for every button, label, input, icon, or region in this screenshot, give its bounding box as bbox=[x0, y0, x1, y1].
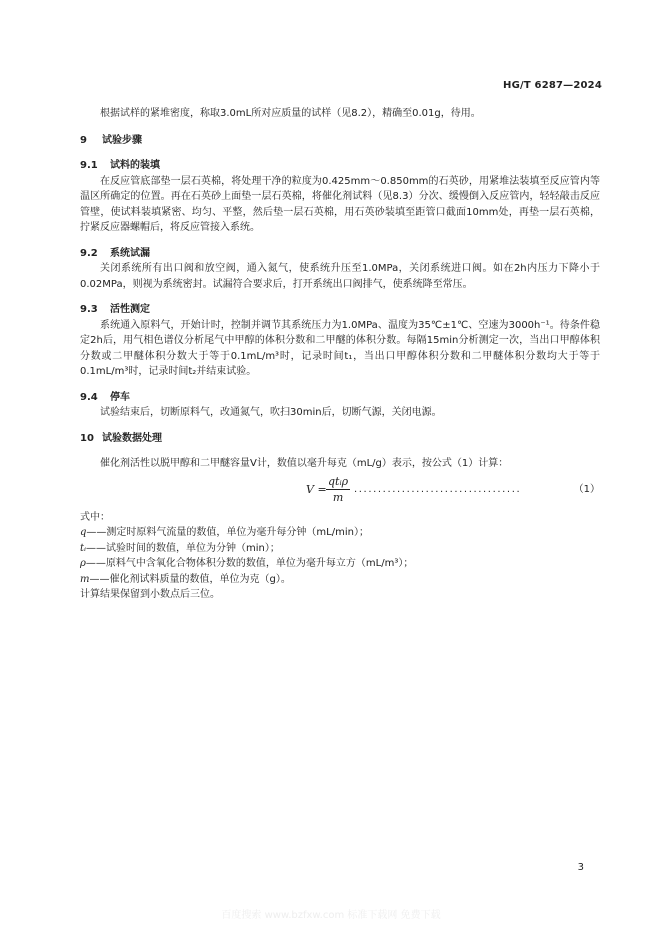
definition-item bbox=[80, 572, 600, 588]
section-9-2-body: 关闭系统所有出口阀和放空阀，通入氮气，使系统升压至1.0MPa，关闭系统进口阀。如在2h内压力下降小于0.02MPa，则视为系统密封。试漏符合要求后，打开系统出口阀排气，使系统降至常压。 bbox=[80, 263, 600, 290]
section-9-heading bbox=[80, 133, 600, 149]
formula-numerator: qtᵢρ bbox=[328, 474, 349, 488]
section-title: 系统试漏 bbox=[110, 247, 150, 259]
intro-paragraph: 根据试样的紧堆密度，称取3.0mL所对应质量的试样（见8.2），精确至0.01g，待用。 bbox=[100, 108, 481, 119]
formula-1 bbox=[80, 474, 600, 510]
formula-leader-dots: ................................... bbox=[354, 483, 522, 495]
section-9-1-heading bbox=[80, 158, 600, 174]
section-title: 试验数据处理 bbox=[102, 432, 162, 444]
definition-text: ——原料气中含氧化合物体积分数的数值，单位为毫升每立方（mL/m³）； bbox=[85, 558, 414, 569]
definition-item bbox=[80, 556, 600, 572]
section-9-3-heading bbox=[80, 302, 600, 318]
definition-symbol: ρ bbox=[80, 558, 86, 569]
section-9-2-heading bbox=[80, 246, 600, 262]
formula-lhs: V = bbox=[306, 482, 327, 496]
definition-symbol: m bbox=[80, 573, 90, 585]
result-note: 计算结果保留到小数点后三位。 bbox=[80, 589, 220, 600]
definition-text: ——试验时间的数值，单位为分钟（min）； bbox=[86, 542, 280, 554]
section-number: 9.3 bbox=[80, 304, 98, 315]
section-title: 停车 bbox=[110, 391, 130, 403]
formula-denominator: m bbox=[332, 490, 344, 504]
section-9-4-heading bbox=[80, 390, 600, 406]
formula-fraction bbox=[326, 474, 350, 505]
section-title: 活性测定 bbox=[110, 304, 150, 315]
definition-item bbox=[80, 525, 600, 541]
definition-text: ——测定时原料气流量的数值，单位为毫升每分钟（mL/min）； bbox=[86, 527, 369, 538]
section-9-4-body: 试验结束后，切断原料气，改通氮气，吹扫30min后，切断气源，关闭电源。 bbox=[100, 407, 442, 418]
section-9-3-body: 系统通入原料气，开始计时，控制并调节其系统压力为1.0MPa、温度为35℃±1℃、空速为3000h⁻¹。待条件稳定2h后，用气相色谱仪分析尾气中甲醇的体积分数和二甲醚的体积分数。每隔15min分析测定一次，当出口甲醇体积分数或二甲醚体积分数大于等于0.1mL/m³时，记录时间t₁，当出口甲醇体积分数和二甲醚体积分数均大于等于0.1mL/m³时，记录时间t₂并结束试验。 bbox=[80, 319, 600, 377]
section-number: 10 bbox=[80, 432, 94, 444]
definition-symbol: tᵢ bbox=[80, 542, 87, 554]
section-title: 试料的装填 bbox=[110, 160, 160, 171]
page-number: 3 bbox=[577, 862, 584, 873]
section-title: 试验步骤 bbox=[102, 134, 142, 146]
formula-number: （1） bbox=[573, 483, 600, 495]
section-number: 9.4 bbox=[80, 391, 98, 403]
definition-symbol: q bbox=[80, 527, 87, 538]
standard-code: HG/T 6287—2024 bbox=[503, 80, 602, 91]
document-body bbox=[80, 106, 600, 603]
section-number: 9.1 bbox=[80, 160, 98, 171]
section-10-heading bbox=[80, 431, 600, 447]
section-number: 9.2 bbox=[80, 247, 98, 259]
watermark: 百度搜索 www.bzfxw.com 标准下载网 免费下载 bbox=[221, 910, 441, 921]
definition-item bbox=[80, 541, 600, 557]
where-label: 式中： bbox=[80, 511, 110, 523]
definition-text: ——催化剂试料质量的数值，单位为克（g）。 bbox=[89, 573, 291, 585]
section-number: 9 bbox=[80, 134, 87, 146]
section-9-1-body: 在反应管底部垫一层石英棉，将处理干净的粒度为0.425mm～0.850mm的石英砂，用紧堆法装填至反应管内等温区所确定的位置。再在石英砂上面垫一层石英棉，将催化剂试料（见8.3）分次、缓慢倒入反应管内，轻轻敲击反应管壁，使试料装填紧密、均匀、平整，然后垫一层石英棉，用石英砂装填至距管口截面10mm处，再垫一层石英棉，拧紧反应器螺帽后，将反应管接入系统。 bbox=[80, 175, 600, 233]
section-10-body: 催化剂活性以脱甲醇和二甲醚容量V计，数值以毫升每克（mL/g）表示，按公式（1）计算： bbox=[100, 458, 509, 469]
